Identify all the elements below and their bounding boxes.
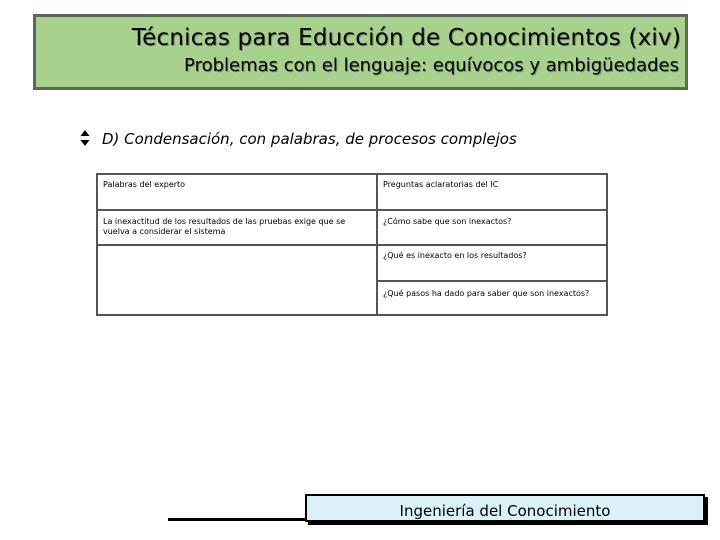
empty-cell <box>97 245 377 315</box>
header-ic-questions: Preguntas aclaratorias del IC <box>377 174 607 210</box>
title-box <box>33 14 688 90</box>
bullet-text: D) Condensación, con palabras, de procesos complejos <box>102 130 517 148</box>
updown-arrow-icon <box>80 129 90 147</box>
footer-box <box>305 494 705 522</box>
footer-divider <box>168 518 308 521</box>
question-cell: ¿Cómo sabe que son inexactos? <box>377 210 607 245</box>
header-expert-words: Palabras del experto <box>97 174 377 210</box>
table-row <box>97 210 607 245</box>
footer-text: Ingeniería del Conocimiento <box>399 502 611 520</box>
expert-text-cell: La inexactitud de los resultados de las pruebas exige que se vuelva a considerar el sistema <box>97 210 377 245</box>
table-row <box>97 245 607 281</box>
question-cell: ¿Qué es inexacto en los resultados? <box>377 245 607 281</box>
table-header-row <box>97 174 607 210</box>
expert-questions-table <box>96 173 608 316</box>
slide-title: Técnicas para Educción de Conocimientos (xiv) <box>131 25 681 51</box>
question-cell: ¿Qué pasos ha dado para saber que son inexactos? <box>377 281 607 315</box>
slide-subtitle: Problemas con el lenguaje: equívocos y ambigüedades <box>184 55 679 76</box>
